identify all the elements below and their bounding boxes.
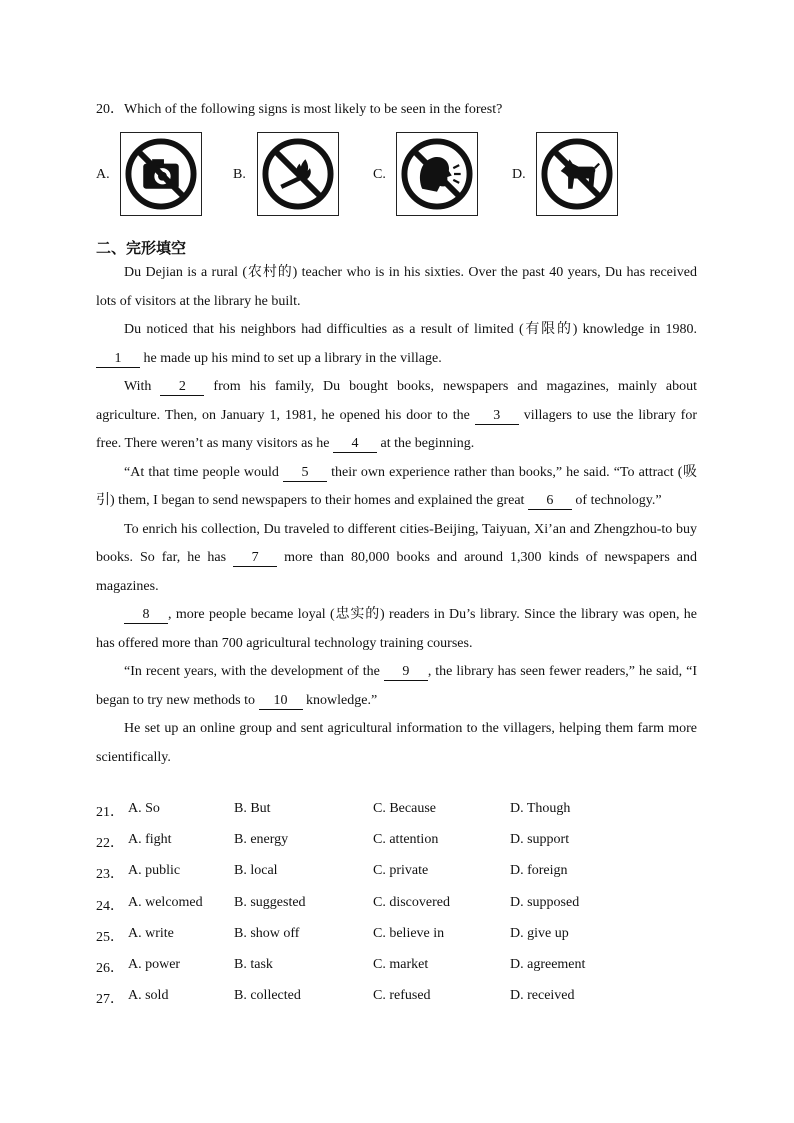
- choice-d[interactable]: D. give up: [510, 925, 569, 941]
- blank-4[interactable]: 4: [333, 436, 377, 453]
- choice-b[interactable]: B. energy: [234, 832, 289, 848]
- choice-c[interactable]: C. private: [373, 863, 429, 879]
- text: at the beginning.: [377, 436, 475, 451]
- text: villagers to use the library for free. There weren’t as many visitors as he: [96, 407, 697, 451]
- text: “At that time people would: [124, 464, 284, 480]
- choice-a[interactable]: A. sold: [128, 988, 169, 1004]
- question-number: 21．: [96, 805, 124, 820]
- choice-b[interactable]: B. But: [234, 801, 271, 816]
- choice-c[interactable]: C. refused: [373, 988, 431, 1004]
- no-dogs-icon: [540, 137, 614, 211]
- blank-3[interactable]: 3: [475, 408, 519, 425]
- text: “In recent years, with the development of the: [124, 664, 384, 679]
- option-row-22: [96, 828, 696, 859]
- blank-2[interactable]: 2: [160, 379, 204, 396]
- blank-9[interactable]: 9: [384, 664, 428, 681]
- paragraph-2: [96, 316, 697, 373]
- choice-a[interactable]: A. So: [128, 801, 160, 816]
- question-number: 25．: [96, 929, 124, 945]
- question-number: 23．: [96, 867, 124, 883]
- choice-c[interactable]: C. discovered: [373, 894, 450, 910]
- no-fire-icon: [261, 137, 335, 211]
- section-title: 二、完形填空: [96, 239, 187, 257]
- text: he made up his mind to set up a library in the village.: [140, 350, 442, 366]
- blank-8[interactable]: 8: [124, 607, 168, 624]
- choice-d[interactable]: D. received: [510, 988, 575, 1004]
- cloze-passage: [96, 259, 697, 772]
- option-row-25: [96, 922, 696, 953]
- text: , more people became loyal (忠实的) readers in Du’s library. Since the library was open, he has offered more than 700 agricultural technology training courses.: [96, 607, 697, 651]
- paragraph-8: [96, 715, 697, 772]
- paragraph-3: [96, 373, 697, 459]
- blank-1[interactable]: 1: [96, 351, 140, 368]
- sign-letter-a: A.: [96, 167, 110, 182]
- question-number: 26．: [96, 960, 124, 976]
- choice-a[interactable]: A. public: [128, 863, 181, 879]
- sign-letter-d: D.: [512, 167, 526, 182]
- choice-d[interactable]: D. supposed: [510, 894, 580, 910]
- text: To enrich his collection, Du traveled to different cities-Beijing, Taiyuan, Xi’an and Zhengzhou-to buy books. So far, he has: [96, 521, 697, 565]
- question-number: 27．: [96, 992, 124, 1008]
- option-row-21: [96, 797, 696, 828]
- option-row-23: [96, 859, 696, 890]
- choice-a[interactable]: A. write: [128, 925, 174, 941]
- text: more than 80,000 books and around 1,300 kinds of newspapers and magazines.: [96, 550, 697, 594]
- blank-6[interactable]: 6: [528, 493, 572, 510]
- choice-a[interactable]: A. power: [128, 956, 181, 972]
- choice-c[interactable]: C. Because: [373, 801, 436, 816]
- no-fire-sign: [257, 132, 339, 216]
- text: With: [124, 379, 161, 394]
- no-camera-icon: [124, 137, 198, 211]
- no-dogs-sign: [536, 132, 618, 216]
- sign-options: [96, 132, 696, 218]
- choice-d[interactable]: D. Though: [510, 801, 571, 816]
- choice-b[interactable]: B. show off: [234, 925, 300, 941]
- choice-d[interactable]: D. support: [510, 832, 570, 848]
- option-row-24: [96, 891, 696, 922]
- text: Du noticed that his neighbors had difficulties as a result of limited (有限的) knowledge in 1980.: [124, 322, 697, 337]
- choice-c[interactable]: C. market: [373, 956, 429, 972]
- text: Du Dejian is a rural (农村的) teacher who is in his sixties. Over the past 40 years, Du has received lots of visitors at the library he built.: [96, 265, 697, 309]
- sign-letter-b: B.: [233, 167, 246, 182]
- choice-a[interactable]: A. welcomed: [128, 894, 203, 910]
- question-number: 24．: [96, 898, 124, 914]
- choice-b[interactable]: B. collected: [234, 988, 301, 1004]
- no-camera-sign: [120, 132, 202, 216]
- paragraph-6: [96, 601, 697, 658]
- paragraph-5: [96, 516, 697, 602]
- text: from his family, Du bought books, newspapers and magazines, mainly about agriculture. Then, on January 1, 1981, he opened his door to the: [96, 379, 697, 423]
- blank-5[interactable]: 5: [283, 465, 327, 482]
- sign-letter-c: C.: [373, 167, 386, 182]
- no-shouting-icon: [400, 137, 474, 211]
- choice-d[interactable]: D. foreign: [510, 863, 568, 879]
- question-number: 22．: [96, 836, 124, 852]
- text: their own experience rather than books,” he said. “To attract (吸引) them, I began to send newspapers to their homes and explained the great: [96, 464, 697, 508]
- blank-10[interactable]: 10: [259, 693, 303, 710]
- text: He set up an online group and sent agricultural information to the villagers, helping them farm more scientifically.: [96, 721, 697, 765]
- choice-a[interactable]: A. fight: [128, 832, 172, 848]
- choice-b[interactable]: B. suggested: [234, 894, 306, 910]
- choice-c[interactable]: C. believe in: [373, 925, 445, 941]
- question-20-text: 20．Which of the following signs is most likely to be seen in the forest?: [96, 102, 503, 117]
- choice-c[interactable]: C. attention: [373, 832, 439, 848]
- paragraph-1: [96, 259, 697, 316]
- text: knowledge.”: [302, 692, 378, 708]
- choice-b[interactable]: B. task: [234, 956, 273, 972]
- answer-options: [96, 797, 696, 1015]
- text: of technology.”: [571, 493, 662, 508]
- no-shouting-sign: [396, 132, 478, 216]
- text: , the library has seen fewer readers,” he said, “I began to try new methods to: [96, 664, 697, 708]
- paragraph-7: [96, 658, 697, 715]
- choice-b[interactable]: B. local: [234, 863, 278, 879]
- option-row-26: [96, 953, 696, 984]
- option-row-27: [96, 984, 696, 1015]
- blank-7[interactable]: 7: [233, 550, 277, 567]
- paragraph-4: [96, 459, 697, 516]
- choice-d[interactable]: D. agreement: [510, 956, 586, 972]
